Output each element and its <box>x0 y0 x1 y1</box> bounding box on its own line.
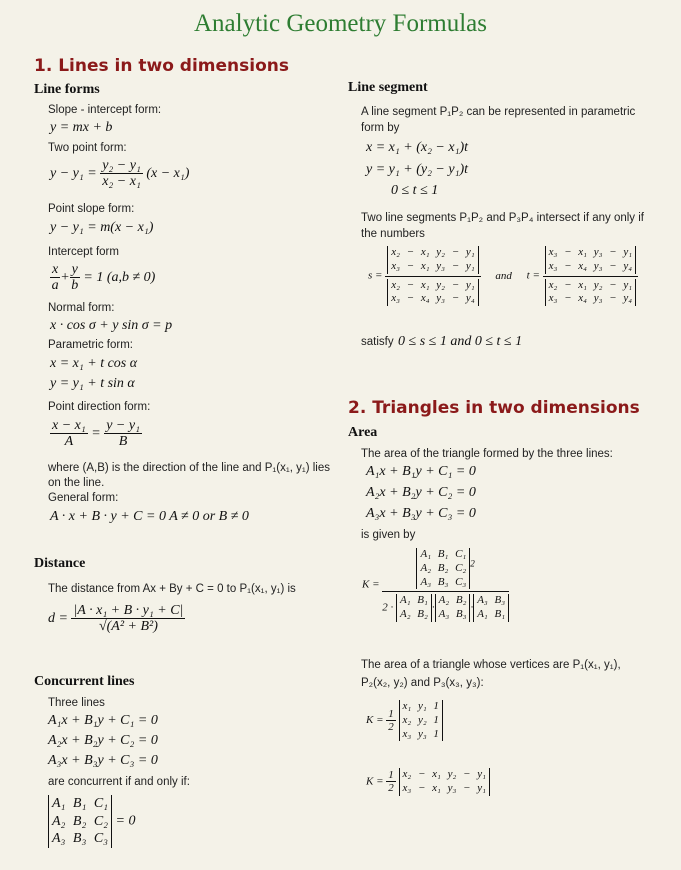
pd-frac-1 <box>50 418 88 450</box>
half-num: 1 <box>388 708 394 721</box>
area-num-det <box>416 548 470 589</box>
diff-det-row: x₃ − x₁ y₃ − y₁ <box>402 781 486 794</box>
intercept-b-num: y <box>71 262 78 277</box>
diff-det <box>399 768 490 796</box>
area-den-det-3 <box>473 594 509 622</box>
area-den-row: A₂ B₂ <box>400 608 428 620</box>
two-point-right: (x − x₁) <box>146 166 190 182</box>
pd-den2: B <box>118 434 128 450</box>
concurrent-text: Three lines <box>48 697 105 709</box>
normal-formula: x · cos σ + y sin σ = p <box>50 318 173 333</box>
s-denominator <box>385 277 480 307</box>
distance-fraction <box>71 603 185 635</box>
area-text: The area of the triangle formed by the three lines: <box>361 448 613 460</box>
point-direction-label: Point direction form: <box>48 401 151 413</box>
s-numerator <box>385 246 480 277</box>
where-line-1: where (A,B) is the direction of the line and P₁(x₁, y₁) lies <box>48 462 331 474</box>
concurrent-eq-3: A₃x + B₃y + C₃ = 0 <box>48 753 158 768</box>
s-num-row: x₃ − x₁ y₃ − y₁ <box>391 259 475 272</box>
section-1-heading: 1. Lines in two dimensions <box>34 56 289 76</box>
satisfy-line <box>361 332 522 350</box>
area-den-det-1 <box>396 594 432 622</box>
intercept-frac-b <box>70 262 80 294</box>
satisfy-label: satisfy <box>361 336 394 348</box>
s-den-row: x₂ − x₁ y₂ − y₁ <box>391 278 475 291</box>
pd-num2: y − y₁ <box>106 418 140 433</box>
area-den-row: A₃ B₃ <box>477 594 506 607</box>
area-K-denominator: 2 · A₁ B₁ A₂ B₂ · A₂ B₂ A₃ B₃ · A₃ B₃ A₁ B₁ <box>382 592 509 622</box>
area-K3-label: K = <box>366 775 384 788</box>
half-fraction-2 <box>386 769 396 794</box>
distance-formula <box>48 603 185 635</box>
area-two: 2 · <box>382 601 394 614</box>
concurrent-heading: Concurrent lines <box>34 674 135 689</box>
intercept-formula: $\frac{x}{a}$ + $\frac{y}{b}$ = 1 (a,b ≠ 0) <box>51 262 156 294</box>
concurrent-det-matrix <box>48 795 112 848</box>
area-K2-formula <box>366 700 443 741</box>
segment-text-2: form by <box>361 122 400 134</box>
t-den-row: x₃ − x₄ y₃ − y₄ <box>548 292 633 305</box>
t-num-row: x₃ − x₄ y₃ − y₄ <box>548 259 633 272</box>
two-point-left: y − y₁ = <box>50 166 97 182</box>
page-title: Analytic Geometry Formulas <box>194 10 487 37</box>
intersect-text-1: Two line segments P₁P₂ and P₃P₄ intersect if any only if <box>361 212 644 224</box>
distance-text: The distance from Ax + By + C = 0 to P₁(x₁, y₁) is <box>48 583 296 595</box>
concurrent-det-row: A₁ B₁ C₁ <box>52 796 109 811</box>
intercept-label: Intercept form <box>48 246 119 258</box>
line-forms-heading: Line forms <box>34 82 100 97</box>
area-K-formula <box>362 548 509 622</box>
t-num-det <box>545 246 636 274</box>
s-num-row: x₂ − x₁ y₂ − y₁ <box>391 246 475 258</box>
distance-heading: Distance <box>34 556 86 571</box>
t-label: t = <box>526 269 540 282</box>
concurrent-cond: are concurrent if and only if: <box>48 776 190 788</box>
line-segment-heading: Line segment <box>348 80 428 95</box>
area-num-row: A₁ B₁ C₁ <box>420 548 467 560</box>
area-num-row: A₂ B₂ C₂ <box>420 561 467 574</box>
t-denominator <box>543 277 638 307</box>
concurrent-determinant <box>48 795 136 848</box>
point-direction-formula: $\frac{\text{x − x₁}}{A}$ = $\frac{\text{y − y₁}}{B}$ <box>52 418 140 450</box>
slope-label: Slope - intercept form: <box>48 104 162 116</box>
vertices-text-1: The area of a triangle whose vertices are P₁(x₁, y₁), <box>361 659 621 671</box>
concurrent-det-row: A₃ B₃ C₃ <box>52 831 109 846</box>
area-K-numerator <box>382 548 509 592</box>
s-num-det <box>387 246 478 274</box>
t-num-row: x₃ − x₁ y₃ − y₁ <box>548 246 633 258</box>
vertex-det-row: x₂ y₂ 1 <box>402 713 439 726</box>
half-fraction <box>386 708 396 733</box>
half-num-2: 1 <box>388 769 394 782</box>
area-K-fraction <box>382 548 509 622</box>
area-K-label: K = <box>362 578 380 591</box>
area-den-row: A₃ B₃ <box>438 608 467 620</box>
vertex-det <box>399 700 443 741</box>
pd-num1: x − x₁ <box>52 418 86 433</box>
general-formula: A · x + B · y + C = 0 A ≠ 0 or B ≠ 0 <box>50 509 249 524</box>
s-fraction <box>385 246 480 306</box>
pd-den1: A <box>64 434 74 450</box>
area-eq-2: A₂x + B₂y + C₂ = 0 <box>366 485 476 500</box>
general-label: General form: <box>48 492 119 504</box>
t-den-det <box>545 279 636 307</box>
distance-den: √(A² + B²) <box>98 619 158 635</box>
area-square: 2 <box>470 558 475 569</box>
two-point-label: Two point form: <box>48 142 127 154</box>
segment-y: y = y₁ + (y₂ − y₁)t <box>366 162 469 177</box>
point-slope-label: Point slope form: <box>48 203 135 215</box>
and-label: and <box>495 269 512 282</box>
concurrent-det-row: A₂ B₂ C₂ <box>52 813 109 829</box>
s-label: s = <box>368 269 383 282</box>
s-t-formula <box>368 246 638 306</box>
vertex-det-row: x₁ y₁ 1 <box>402 700 439 712</box>
concurrent-eq-1: A₁x + B₁y + C₁ = 0 <box>48 713 158 728</box>
vertices-text-2: P₂(x₂, y₂) and P₃(x₃, y₃): <box>361 677 484 689</box>
given-by-text: is given by <box>361 529 416 541</box>
area-den-row: A₁ B₁ <box>400 594 428 607</box>
segment-range: 0 ≤ t ≤ 1 <box>391 183 439 198</box>
intercept-rest: = 1 (a,b ≠ 0) <box>83 270 156 286</box>
half-den-2: 2 <box>388 782 394 795</box>
area-K3-formula <box>366 768 490 796</box>
vertex-det-row: x₃ y₃ 1 <box>402 727 439 740</box>
satisfy-formula: 0 ≤ s ≤ 1 and 0 ≤ t ≤ 1 <box>398 334 523 349</box>
t-den-row: x₂ − x₁ y₂ − y₁ <box>548 278 633 291</box>
half-den: 2 <box>388 721 394 734</box>
t-numerator <box>543 246 638 277</box>
area-eq-1: A₁x + B₁y + C₁ = 0 <box>366 464 476 479</box>
intercept-a-den: a <box>51 278 59 294</box>
area-den-row: A₁ B₁ <box>477 608 506 620</box>
distance-d: d = <box>48 611 68 627</box>
area-K2-label: K = <box>366 714 384 727</box>
area-num-row: A₃ B₃ C₃ <box>420 575 467 588</box>
area-eq-3: A₃x + B₃y + C₃ = 0 <box>366 506 476 521</box>
point-slope-formula: y − y₁ = m(x − x₁) <box>50 220 154 235</box>
intercept-a-num: x <box>52 262 59 277</box>
area-heading: Area <box>348 425 378 440</box>
intersect-text-2: the numbers <box>361 228 425 240</box>
section-2-heading: 2. Triangles in two dimensions <box>348 398 640 418</box>
where-line-2: on the line. <box>48 477 105 489</box>
two-point-fraction <box>100 158 143 190</box>
normal-label: Normal form: <box>48 302 115 314</box>
intercept-frac-a <box>50 262 60 294</box>
concurrent-eq-2: A₂x + B₂y + C₂ = 0 <box>48 733 158 748</box>
area-den-row: A₂ B₂ <box>438 594 467 607</box>
two-point-den: x₂ − x₁ <box>102 174 141 190</box>
distance-num: |A · x₁ + B · y₁ + C| <box>73 603 184 618</box>
s-den-row: x₃ − x₄ y₃ − y₄ <box>391 292 475 305</box>
slope-formula: y = mx + b <box>50 120 113 135</box>
t-fraction <box>543 246 638 306</box>
s-den-det <box>387 279 478 307</box>
concurrent-eq0: = 0 <box>115 813 136 829</box>
segment-text-1: A line segment P₁P₂ can be represented in parametric <box>361 106 636 118</box>
parametric-label: Parametric form: <box>48 339 133 351</box>
segment-x: x = x₁ + (x₂ − x₁)t <box>366 140 469 155</box>
parametric-y: y = y₁ + t sin α <box>50 376 135 391</box>
diff-det-row: x₂ − x₁ y₂ − y₁ <box>402 768 486 780</box>
intercept-b-den: b <box>71 278 79 294</box>
pd-frac-2 <box>104 418 142 450</box>
area-den-det-2 <box>435 594 471 622</box>
two-point-formula <box>50 158 189 190</box>
parametric-x: x = x₁ + t cos α <box>50 356 138 371</box>
two-point-num: y₂ − y₁ <box>102 158 141 173</box>
